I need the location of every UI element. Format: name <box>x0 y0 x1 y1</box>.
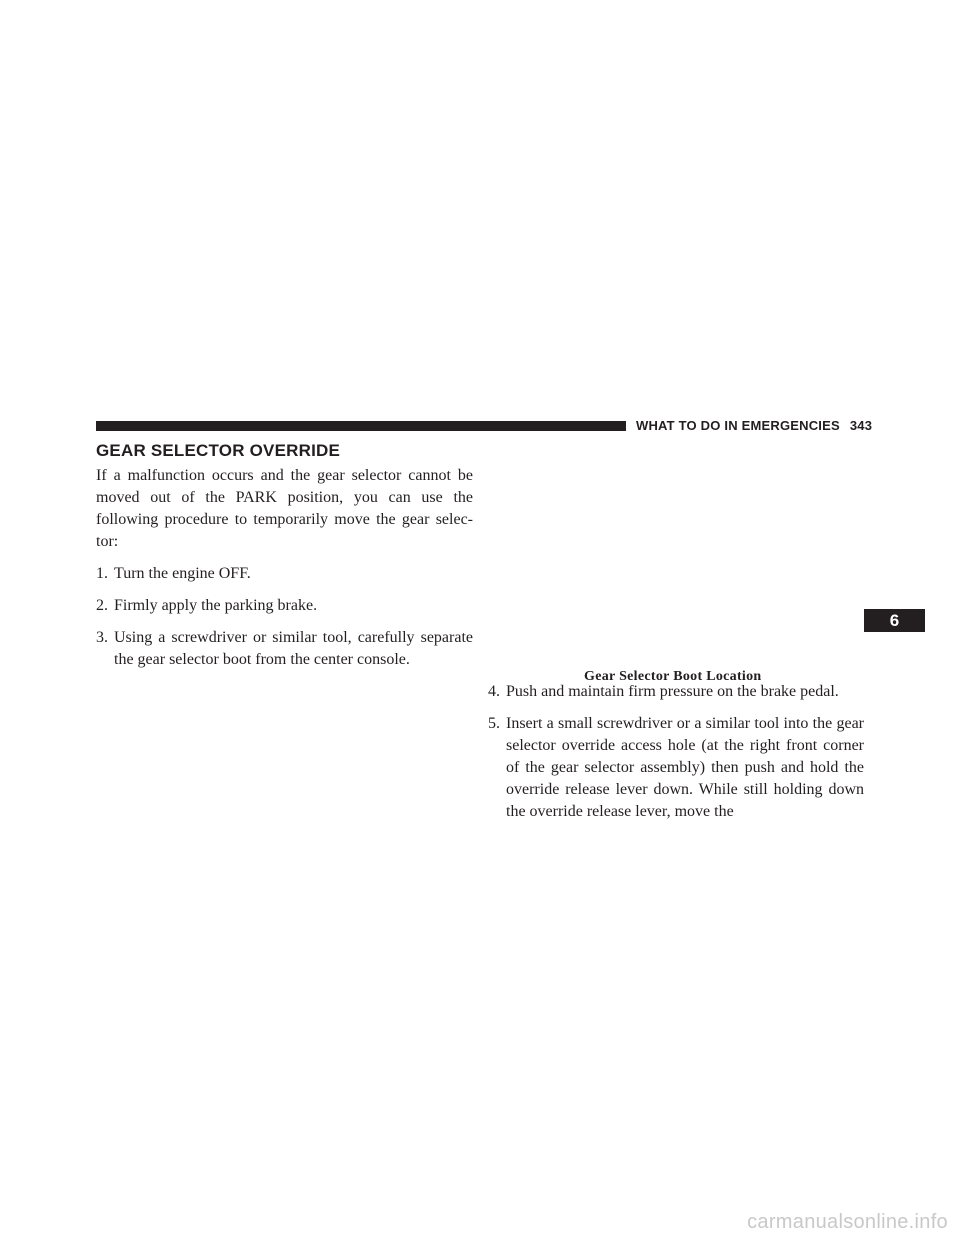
step-number: 5. <box>488 715 500 732</box>
left-column <box>96 465 473 681</box>
step-number: 4. <box>488 683 500 700</box>
step-5 <box>488 713 864 823</box>
step-text: Insert a small screwdriver or a similar tool into the gear selector override access hole (at the right front corner of the gear selector assembly) then push and hold the override release lever down. While still holding down the override release lever, move the <box>506 715 864 820</box>
figure-caption: Gear Selector Boot Location <box>584 669 762 684</box>
intro-paragraph: If a malfunction occurs and the gear selector cannot be moved out of the PARK position, you can use the following procedure to temporarily move the gear selec-tor: <box>96 467 473 550</box>
section-title: GEAR SELECTOR OVERRIDE <box>96 441 341 460</box>
step-text: Using a screwdriver or similar tool, carefully separate the gear selector boot from the center console. <box>114 629 473 668</box>
step-text: Push and maintain firm pressure on the brake pedal. <box>506 683 839 700</box>
right-column <box>488 681 864 833</box>
running-header <box>636 418 872 433</box>
step-number: 2. <box>96 597 108 614</box>
step-1 <box>96 563 473 585</box>
step-number: 1. <box>96 565 108 582</box>
chapter-title: WHAT TO DO IN EMERGENCIES <box>636 418 840 433</box>
step-number: 3. <box>96 629 108 646</box>
step-3 <box>96 627 473 671</box>
watermark: carmanualsonline.info <box>747 1211 948 1233</box>
page-number: 343 <box>849 418 873 433</box>
step-4 <box>488 681 864 703</box>
step-2 <box>96 595 473 617</box>
step-text: Turn the engine OFF. <box>114 565 251 582</box>
step-text: Firmly apply the parking brake. <box>114 597 318 614</box>
header-rule <box>96 421 626 431</box>
chapter-tab: 6 <box>864 609 925 632</box>
